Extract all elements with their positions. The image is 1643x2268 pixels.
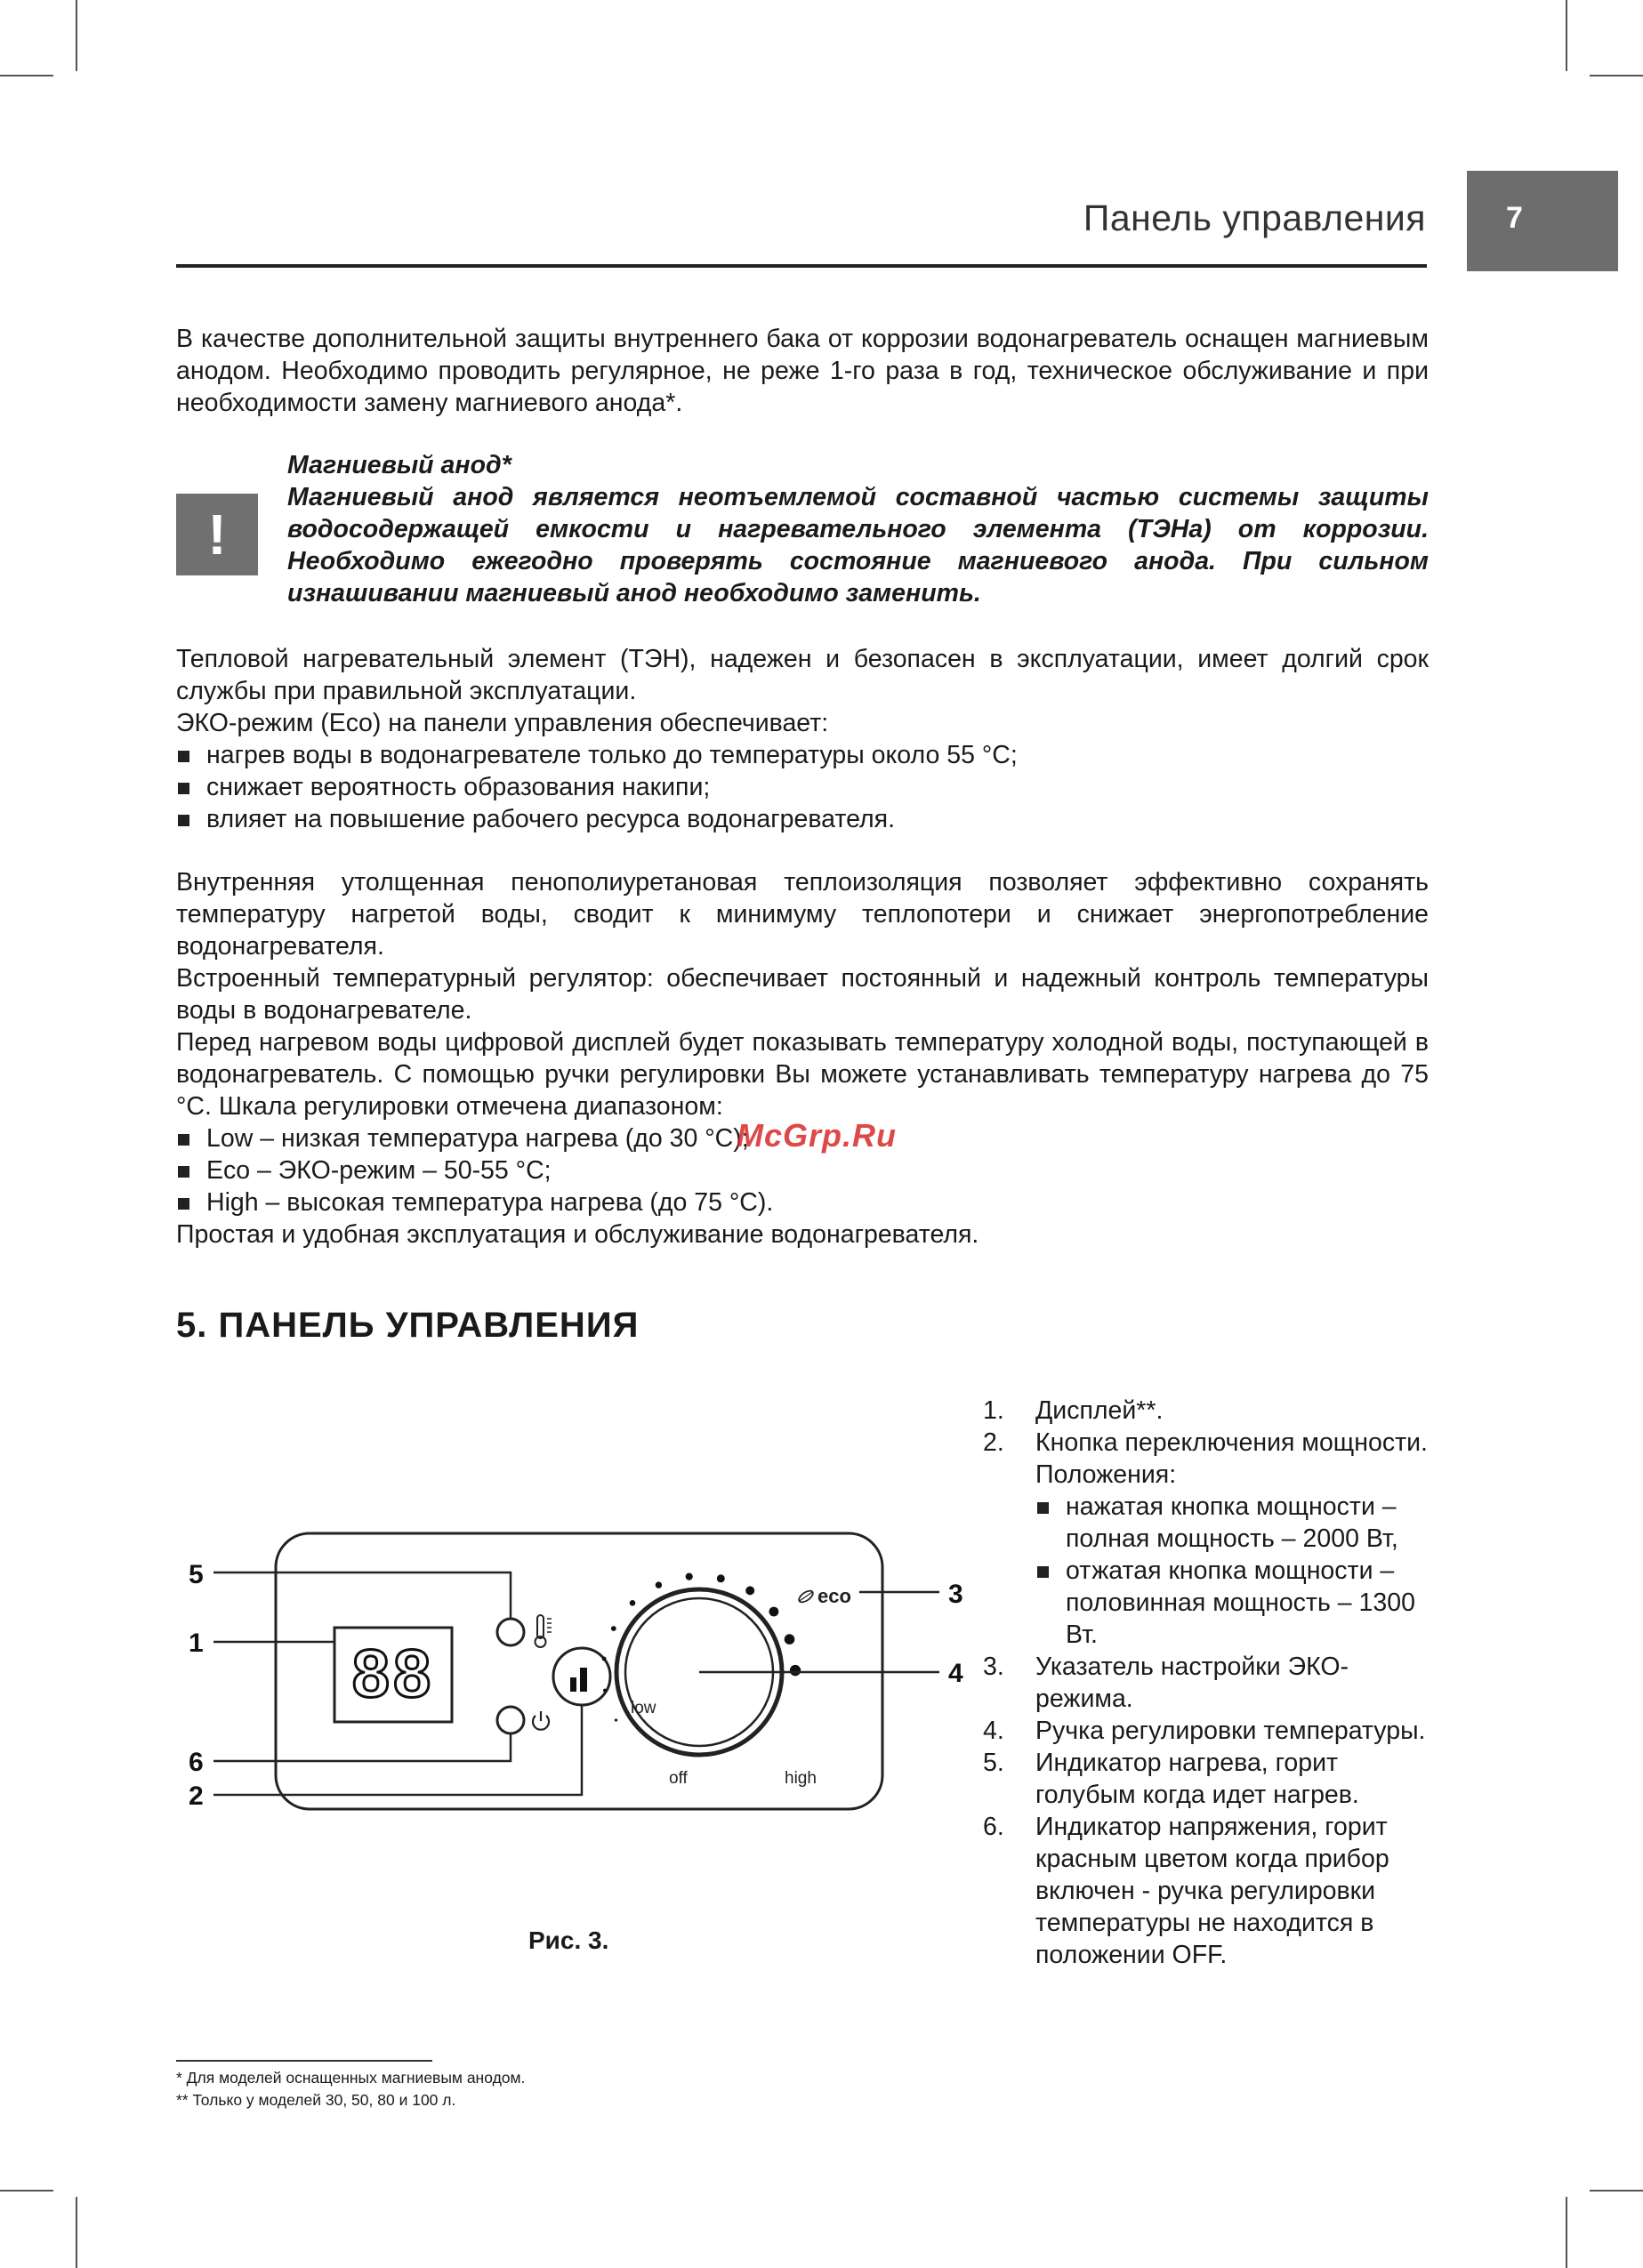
dial-dot <box>603 1689 607 1693</box>
dial-label-low: low <box>631 1699 656 1717</box>
warning-body: Магниевый анод является неотъемлемой составной частью системы защиты водосодержащей емкости и нагревательного элемента (ТЭНа) от коррозии. Необходимо ежегодно проверять состояние магниевого анода. При сильном изнашивании магниевый анод необходимо заменить. <box>287 483 1429 607</box>
dial-dot <box>615 1718 617 1721</box>
legend-text: Индикатор нагрева, горит голубым когда идет нагрев. <box>1035 1749 1359 1809</box>
dial-dot <box>717 1574 725 1582</box>
list-item: влияет на повышение рабочего ресурса водонагревателя. <box>176 803 1429 835</box>
legend-number: 2. <box>983 1428 1004 1457</box>
list-item: отжатая кнопка мощности – половинная мощность – 1300 Вт. <box>1035 1555 1428 1651</box>
footnote: * Для моделей оснащенных магниевым анодом. <box>176 2069 526 2087</box>
legend-text: Ручка регулировки температуры. <box>1035 1717 1426 1745</box>
crop-mark <box>0 75 53 76</box>
dial-dot <box>611 1626 616 1631</box>
header-rule <box>176 264 1427 268</box>
power-positions <box>1035 1491 1428 1651</box>
dial-dot <box>785 1634 795 1645</box>
dial-label-off: off <box>669 1769 688 1788</box>
eco-bullets <box>176 739 1429 835</box>
legend-item <box>983 1651 1428 1715</box>
dial-dot <box>686 1573 693 1580</box>
paragraph: Простая и удобная эксплуатация и обслуживание водонагревателя. <box>176 1220 979 1249</box>
dial-dot <box>745 1586 754 1595</box>
footnote: ** Только у моделей 30, 50, 80 и 100 л. <box>176 2091 456 2109</box>
legend-number: 6. <box>983 1813 1004 1841</box>
crop-mark <box>0 2190 53 2192</box>
crop-mark <box>1566 0 1567 71</box>
dial-dot <box>602 1657 607 1661</box>
paragraph: ЭКО-режим (Eco) на панели управления обеспечивает: <box>176 709 829 737</box>
list-item: нажатая кнопка мощности – полная мощность – 2000 Вт, <box>1035 1491 1428 1555</box>
dial-dot <box>656 1581 662 1588</box>
display-digits: 88 <box>351 1637 435 1712</box>
warning-title: Магниевый анод* <box>287 451 511 479</box>
legend-text: Указатель настройки ЭКО-режима. <box>1035 1653 1349 1713</box>
callout-5: 5 <box>189 1560 204 1589</box>
legend-text: Дисплей**. <box>1035 1396 1164 1425</box>
paragraph: Встроенный температурный регулятор: обеспечивает постоянный и надежный контроль температуры воды в водонагревателе. <box>176 964 1429 1025</box>
dial-label-high: high <box>785 1769 817 1788</box>
list-item: Low – низкая температура нагрева (до 30 °С); <box>176 1122 1429 1154</box>
paragraph: Тепловой нагревательный элемент (ТЭН), надежен и безопасен в эксплуатации, имеет долгий срок службы при правильной эксплуатации. <box>176 645 1429 705</box>
section-title: 5. ПАНЕЛЬ УПРАВЛЕНИЯ <box>176 1306 640 1345</box>
heating-element-block <box>176 643 1429 835</box>
heating-indicator <box>497 1619 524 1645</box>
footnote-rule <box>176 2060 432 2062</box>
list-item: нагрев воды в водонагревателе только до температуры около 55 °С; <box>176 739 1429 771</box>
control-panel-diagram <box>169 1512 970 1832</box>
paragraph: Внутренняя утолщенная пенополиуретановая теплоизоляция позволяет эффективно сохранять температуру нагретой воды, сводит к минимуму теплопотери и снижает энергопотребление водонагревателя. <box>176 868 1429 961</box>
list-item: снижает вероятность образования накипи; <box>176 771 1429 803</box>
legend-item <box>983 1715 1428 1747</box>
voltage-indicator <box>497 1707 524 1733</box>
legend-item <box>983 1747 1428 1811</box>
legend-number: 1. <box>983 1396 1004 1425</box>
callout-2: 2 <box>189 1781 204 1811</box>
legend-text: Кнопка переключения мощности. Положения: <box>1035 1428 1428 1489</box>
warning-note <box>287 449 1429 609</box>
legend-item <box>983 1395 1428 1427</box>
figure-caption: Рис. 3. <box>528 1926 609 1954</box>
callout-3: 3 <box>948 1580 963 1609</box>
power-bar-low <box>570 1677 576 1692</box>
control-panel-figure <box>169 1512 970 1832</box>
power-bar-high <box>580 1668 587 1692</box>
legend-item <box>983 1427 1428 1651</box>
dial-dot <box>630 1600 636 1606</box>
callout-1: 1 <box>189 1629 204 1658</box>
legend-number: 4. <box>983 1717 1004 1745</box>
watermark: McGrp.Ru <box>737 1117 898 1154</box>
dial-dot <box>790 1665 801 1676</box>
list-item: Eco – ЭКО-режим – 50-55 °С; <box>176 1154 1429 1186</box>
legend-number: 3. <box>983 1653 1004 1681</box>
crop-mark <box>76 2197 77 2268</box>
page-number: 7 <box>1467 171 1618 271</box>
warning-icon: ! <box>176 494 258 575</box>
running-header: Панель управления <box>1083 197 1426 238</box>
crop-mark <box>1566 2197 1567 2268</box>
legend-text: Индикатор напряжения, горит красным цветом когда прибор включен - ручка регулировки температуры не находится в положении OFF. <box>1035 1813 1389 1969</box>
callout-4: 4 <box>948 1659 963 1688</box>
intro-paragraph: В качестве дополнительной защиты внутреннего бака от коррозии водонагреватель оснащен магниевым анодом. Необходимо проводить регулярное, не реже 1-го раза в год, техническое обслуживание и при необходимости замену магниевого анода*. <box>176 325 1429 417</box>
paragraph: Перед нагревом воды цифровой дисплей будет показывать температуру холодной воды, поступающей в водонагреватель. С помощью ручки регулировки Вы можете устанавливать температуру нагрева до 75 °С. Шкала регулировки отмечена диапазоном: <box>176 1028 1429 1121</box>
crop-mark <box>76 0 77 71</box>
crop-mark <box>1590 75 1643 76</box>
callout-6: 6 <box>189 1748 204 1777</box>
figure-legend <box>983 1395 1428 1971</box>
legend-number: 5. <box>983 1749 1004 1777</box>
crop-mark <box>1590 2190 1643 2192</box>
list-item: High – высокая температура нагрева (до 75 °С). <box>176 1186 1429 1218</box>
insulation-block <box>176 866 1429 1251</box>
legend-list <box>983 1395 1428 1971</box>
footnotes <box>176 2067 525 2111</box>
legend-item <box>983 1811 1428 1971</box>
dial-label-eco: eco <box>817 1585 851 1607</box>
dial-dot <box>769 1607 779 1617</box>
